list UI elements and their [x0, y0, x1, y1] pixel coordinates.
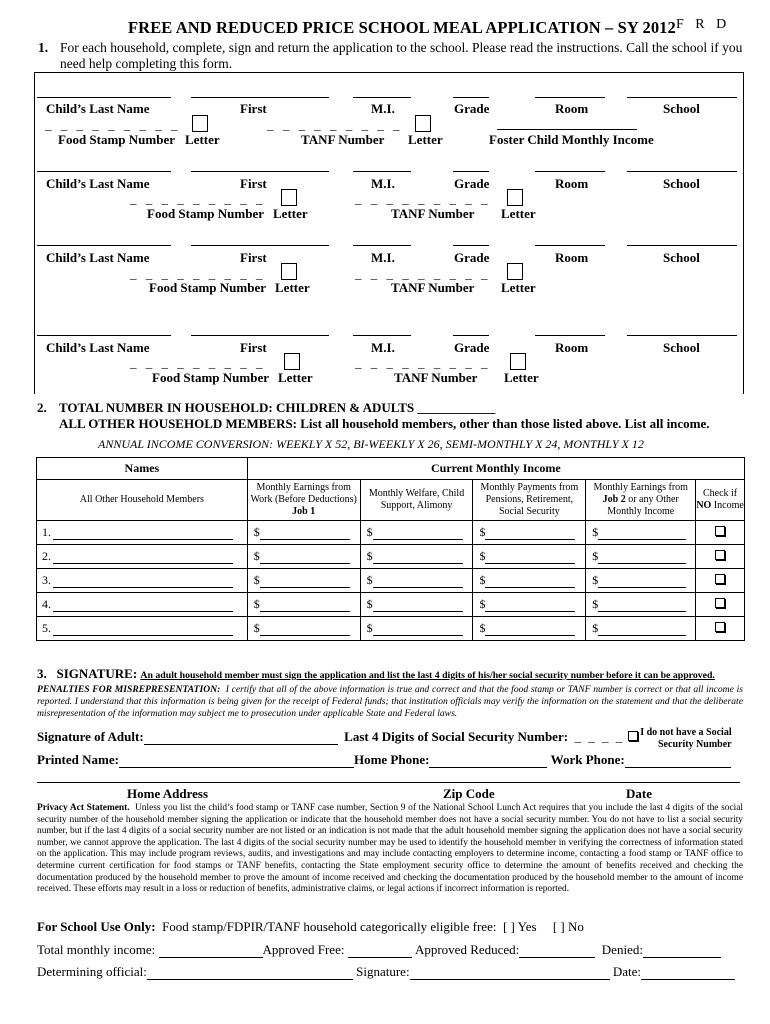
section-number: 2.: [37, 400, 47, 415]
household-total: TOTAL NUMBER IN HOUSEHOLD: CHILDREN & ADULTS ____________: [59, 400, 496, 415]
privacy-act-statement: Privacy Act Statement. Unless you list the child’s food stamp or TANF case number, Section 9 of the National School Lunch Act requires that you include the last 4 digits of the social security number of the household member signing the application or indicate that the household member does not have a social security number. You do not have to list a social security number, but if the last 4 digits of a social security number are not listed or an indication is not made that the adult household member signing the application does not have a social security number, we cannot approve the application. The last 4 digits of the social security number may be used to identify the household member in verifying the correctness of information stated on the application. This may include program reviews, audits, and investigations and may include contacting employers to determine income, contacting a food stamp or TANF office to determine current certification for food stamps or TANF benefits, contacting the State employment security office to determine the amount of benefits received and checking the documentation produced by the household member to prove the amount of income received and checking the documentation produced by the household member to the amount of income received. These efforts may result in a loss or reduction of benefits, administrative claims, or legal actions if incorrect information is reported.: [37, 803, 743, 895]
children-box: [34, 72, 744, 394]
member-name-cell[interactable]: 3.: [37, 569, 248, 593]
no-income-column-header: Check if NO Income: [696, 480, 745, 521]
label-last-name: Child’s Last Name: [46, 176, 150, 191]
label-room: Room: [555, 250, 589, 265]
income-cell[interactable]: $: [586, 617, 696, 641]
instructions-text: For each household, complete, sign and return the application to the school. Please read the instructions. Call the school if you need help completing this form.: [60, 40, 743, 71]
total-income-field[interactable]: [159, 945, 263, 958]
food-stamp-letter-box[interactable]: [284, 353, 300, 370]
income-cell[interactable]: $: [247, 545, 360, 569]
label-food-stamp: Food Stamp Number: [58, 132, 176, 147]
section-number: 1.: [38, 40, 49, 55]
income-cell[interactable]: $: [247, 569, 360, 593]
no-ssn-checkbox[interactable]: [628, 731, 638, 741]
no-income-checkbox[interactable]: [715, 550, 725, 560]
tanf-digits[interactable]: _ _ _ _ _ _ _ _ _: [355, 266, 491, 281]
section1-instructions: [38, 40, 743, 72]
income-cell[interactable]: $: [473, 569, 586, 593]
member-name-cell[interactable]: 4.: [37, 593, 248, 617]
label-last-name: Child’s Last Name: [46, 250, 150, 265]
ssn-digits[interactable]: _ _ _ _: [574, 729, 625, 744]
income-header: Current Monthly Income: [247, 458, 744, 480]
label-tanf: TANF Number: [301, 132, 385, 147]
date-label: Date: [626, 786, 652, 801]
label-school: School: [663, 101, 700, 116]
label-first: First: [240, 101, 267, 116]
no-income-cell[interactable]: [696, 569, 745, 593]
address-line[interactable]: [37, 782, 740, 783]
welfare-column-header: Monthly Welfare, Child Support, Alimony: [360, 480, 473, 521]
table-row: [37, 545, 745, 569]
table-row: [37, 521, 745, 545]
label-school: School: [663, 176, 700, 191]
label-room: Room: [555, 176, 589, 191]
tanf-letter-box[interactable]: [507, 189, 523, 206]
label-food-stamp: Food Stamp Number: [152, 370, 270, 385]
label-tanf: TANF Number: [394, 370, 478, 385]
label-room: Room: [555, 101, 589, 116]
signature-row: Signature of Adult: Last 4 Digits of Social Security Number: _ _ _ _: [37, 729, 638, 745]
income-cell[interactable]: $: [360, 521, 473, 545]
signature-instruction: An adult household member must sign the application and list the last 4 digits of his/her social security number before it can be approved.: [140, 670, 715, 681]
label-letter: Letter: [185, 132, 220, 147]
label-letter: Letter: [501, 280, 536, 295]
income-cell[interactable]: $: [247, 617, 360, 641]
label-food-stamp: Food Stamp Number: [147, 206, 265, 221]
label-mi: M.I.: [371, 250, 395, 265]
other-members-instructions: ALL OTHER HOUSEHOLD MEMBERS: List all household members, other than those listed above. List all income.: [59, 416, 710, 431]
label-letter: Letter: [408, 132, 443, 147]
penalties-statement: PENALTIES FOR MISREPRESENTATION: I certify that all of the above information is true and correct and that the food stamp or TANF number is correct or that all income is reported. I understand that this information is being given for the receipt of Federal funds; that institution officials may verify the information on the statement and that the deliberate misrepresentation of the information may subject me to prosecution under applicable State and Federal laws.: [37, 684, 743, 719]
section2-header: [37, 400, 710, 432]
contact-row: Printed Name: Home Phone: Work Phone:: [37, 752, 731, 768]
label-mi: M.I.: [371, 101, 395, 116]
zip-code-label: Zip Code: [443, 786, 495, 801]
income-cell[interactable]: $: [247, 593, 360, 617]
label-letter: Letter: [275, 280, 310, 295]
income-conversion-note: ANNUAL INCOME CONVERSION: WEEKLY X 52, BI-WEEKLY X 26, SEMI-MONTHLY X 24, MONTHLY X 12: [98, 437, 644, 451]
label-first: First: [240, 176, 267, 191]
label-foster-income: Foster Child Monthly Income: [489, 132, 654, 147]
income-cell[interactable]: $: [586, 521, 696, 545]
income-cell[interactable]: $: [360, 545, 473, 569]
job1-column-header: Monthly Earnings from Work (Before Deductions) Job 1: [247, 480, 360, 521]
denied-field[interactable]: [643, 945, 721, 958]
label-grade: Grade: [454, 250, 490, 265]
income-cell[interactable]: $: [360, 593, 473, 617]
label-letter: Letter: [273, 206, 308, 221]
no-income-checkbox[interactable]: [715, 574, 725, 584]
tanf-digits[interactable]: _ _ _ _ _ _ _ _ _: [267, 117, 403, 132]
approval-row: Total monthly income: Approved Free: Approved Reduced: Denied:: [37, 942, 721, 958]
tanf-letter-box[interactable]: [510, 353, 526, 370]
official-date-field[interactable]: [641, 967, 735, 980]
no-income-cell[interactable]: [696, 593, 745, 617]
income-cell[interactable]: $: [473, 617, 586, 641]
label-letter: Letter: [501, 206, 536, 221]
names-header: Names: [37, 458, 248, 480]
food-stamp-letter-box[interactable]: [281, 263, 297, 280]
no-income-checkbox[interactable]: [715, 526, 725, 536]
income-cell[interactable]: $: [473, 545, 586, 569]
income-cell[interactable]: $: [473, 521, 586, 545]
table-row: [37, 593, 745, 617]
label-school: School: [663, 250, 700, 265]
tanf-digits[interactable]: _ _ _ _ _ _ _ _ _: [355, 191, 491, 206]
no-income-checkbox[interactable]: [715, 622, 725, 632]
label-grade: Grade: [454, 340, 490, 355]
tanf-letter-box[interactable]: [507, 263, 523, 280]
member-name-cell[interactable]: 5.: [37, 617, 248, 641]
approved-free-field[interactable]: [348, 945, 412, 958]
school-use-row: For School Use Only: Food stamp/FDPIR/TANF household categorically eligible free: [ ] Yes [ ] No: [37, 919, 584, 934]
label-grade: Grade: [454, 101, 490, 116]
label-first: First: [240, 250, 267, 265]
label-letter: Letter: [504, 370, 539, 385]
member-name-cell[interactable]: 1.: [37, 521, 248, 545]
income-cell[interactable]: $: [473, 593, 586, 617]
no-income-checkbox[interactable]: [715, 598, 725, 608]
form-title: FREE AND REDUCED PRICE SCHOOL MEAL APPLICATION – SY 2012: [128, 18, 676, 37]
no-ssn-label: I do not have a Social Security Number: [640, 727, 732, 750]
income-cell[interactable]: $: [586, 593, 696, 617]
food-stamp-digits[interactable]: _ _ _ _ _ _ _ _ _: [130, 191, 266, 206]
status-codes: F R D: [676, 17, 727, 32]
section3-heading: 3. SIGNATURE: An adult household member must sign the application and list the last 4 digits of his/her social security number before it can be approved.: [37, 666, 715, 681]
food-stamp-digits[interactable]: _ _ _ _ _ _ _ _ _: [130, 266, 266, 281]
tanf-digits[interactable]: _ _ _ _ _ _ _ _ _: [355, 355, 491, 370]
signature-field[interactable]: [144, 732, 338, 745]
label-food-stamp: Food Stamp Number: [149, 280, 267, 295]
label-tanf: TANF Number: [391, 206, 475, 221]
eligible-no[interactable]: [ ] No: [552, 919, 584, 934]
member-name-cell[interactable]: 2.: [37, 545, 248, 569]
label-grade: Grade: [454, 176, 490, 191]
job2-column-header: Monthly Earnings from Job 2 or any Other Monthly Income: [586, 480, 696, 521]
label-mi: M.I.: [371, 176, 395, 191]
pensions-column-header: Monthly Payments from Pensions, Retirement, Social Security: [473, 480, 586, 521]
label-last-name: Child’s Last Name: [46, 101, 150, 116]
label-first: First: [240, 340, 267, 355]
official-signature-field[interactable]: [410, 967, 610, 980]
official-field[interactable]: [147, 967, 353, 980]
label-mi: M.I.: [371, 340, 395, 355]
tanf-letter-box[interactable]: [415, 115, 431, 132]
income-cell[interactable]: $: [247, 521, 360, 545]
food-stamp-digits[interactable]: _ _ _ _ _ _ _ _ _: [45, 117, 181, 132]
members-column-header: All Other Household Members: [37, 480, 248, 521]
home-address-label: Home Address: [127, 786, 209, 801]
food-stamp-letter-box[interactable]: [192, 115, 208, 132]
label-school: School: [663, 340, 700, 355]
eligible-yes[interactable]: [ ] Yes: [502, 919, 537, 934]
no-income-cell[interactable]: [696, 545, 745, 569]
approved-reduced-field[interactable]: [519, 945, 595, 958]
printed-name-field[interactable]: [119, 755, 354, 768]
table-row: [37, 617, 745, 641]
food-stamp-digits[interactable]: _ _ _ _ _ _ _ _ _: [130, 355, 266, 370]
work-phone-field[interactable]: [625, 755, 731, 768]
official-row: Determining official: Signature: Date:: [37, 964, 735, 980]
label-letter: Letter: [278, 370, 313, 385]
income-cell[interactable]: $: [586, 545, 696, 569]
no-income-cell[interactable]: [696, 521, 745, 545]
table-row: [37, 569, 745, 593]
income-cell[interactable]: $: [586, 569, 696, 593]
label-tanf: TANF Number: [391, 280, 475, 295]
income-table: [36, 457, 745, 641]
label-room: Room: [555, 340, 589, 355]
label-last-name: Child’s Last Name: [46, 340, 150, 355]
income-cell[interactable]: $: [360, 569, 473, 593]
food-stamp-letter-box[interactable]: [281, 189, 297, 206]
home-phone-field[interactable]: [429, 755, 547, 768]
income-cell[interactable]: $: [360, 617, 473, 641]
no-income-cell[interactable]: [696, 617, 745, 641]
